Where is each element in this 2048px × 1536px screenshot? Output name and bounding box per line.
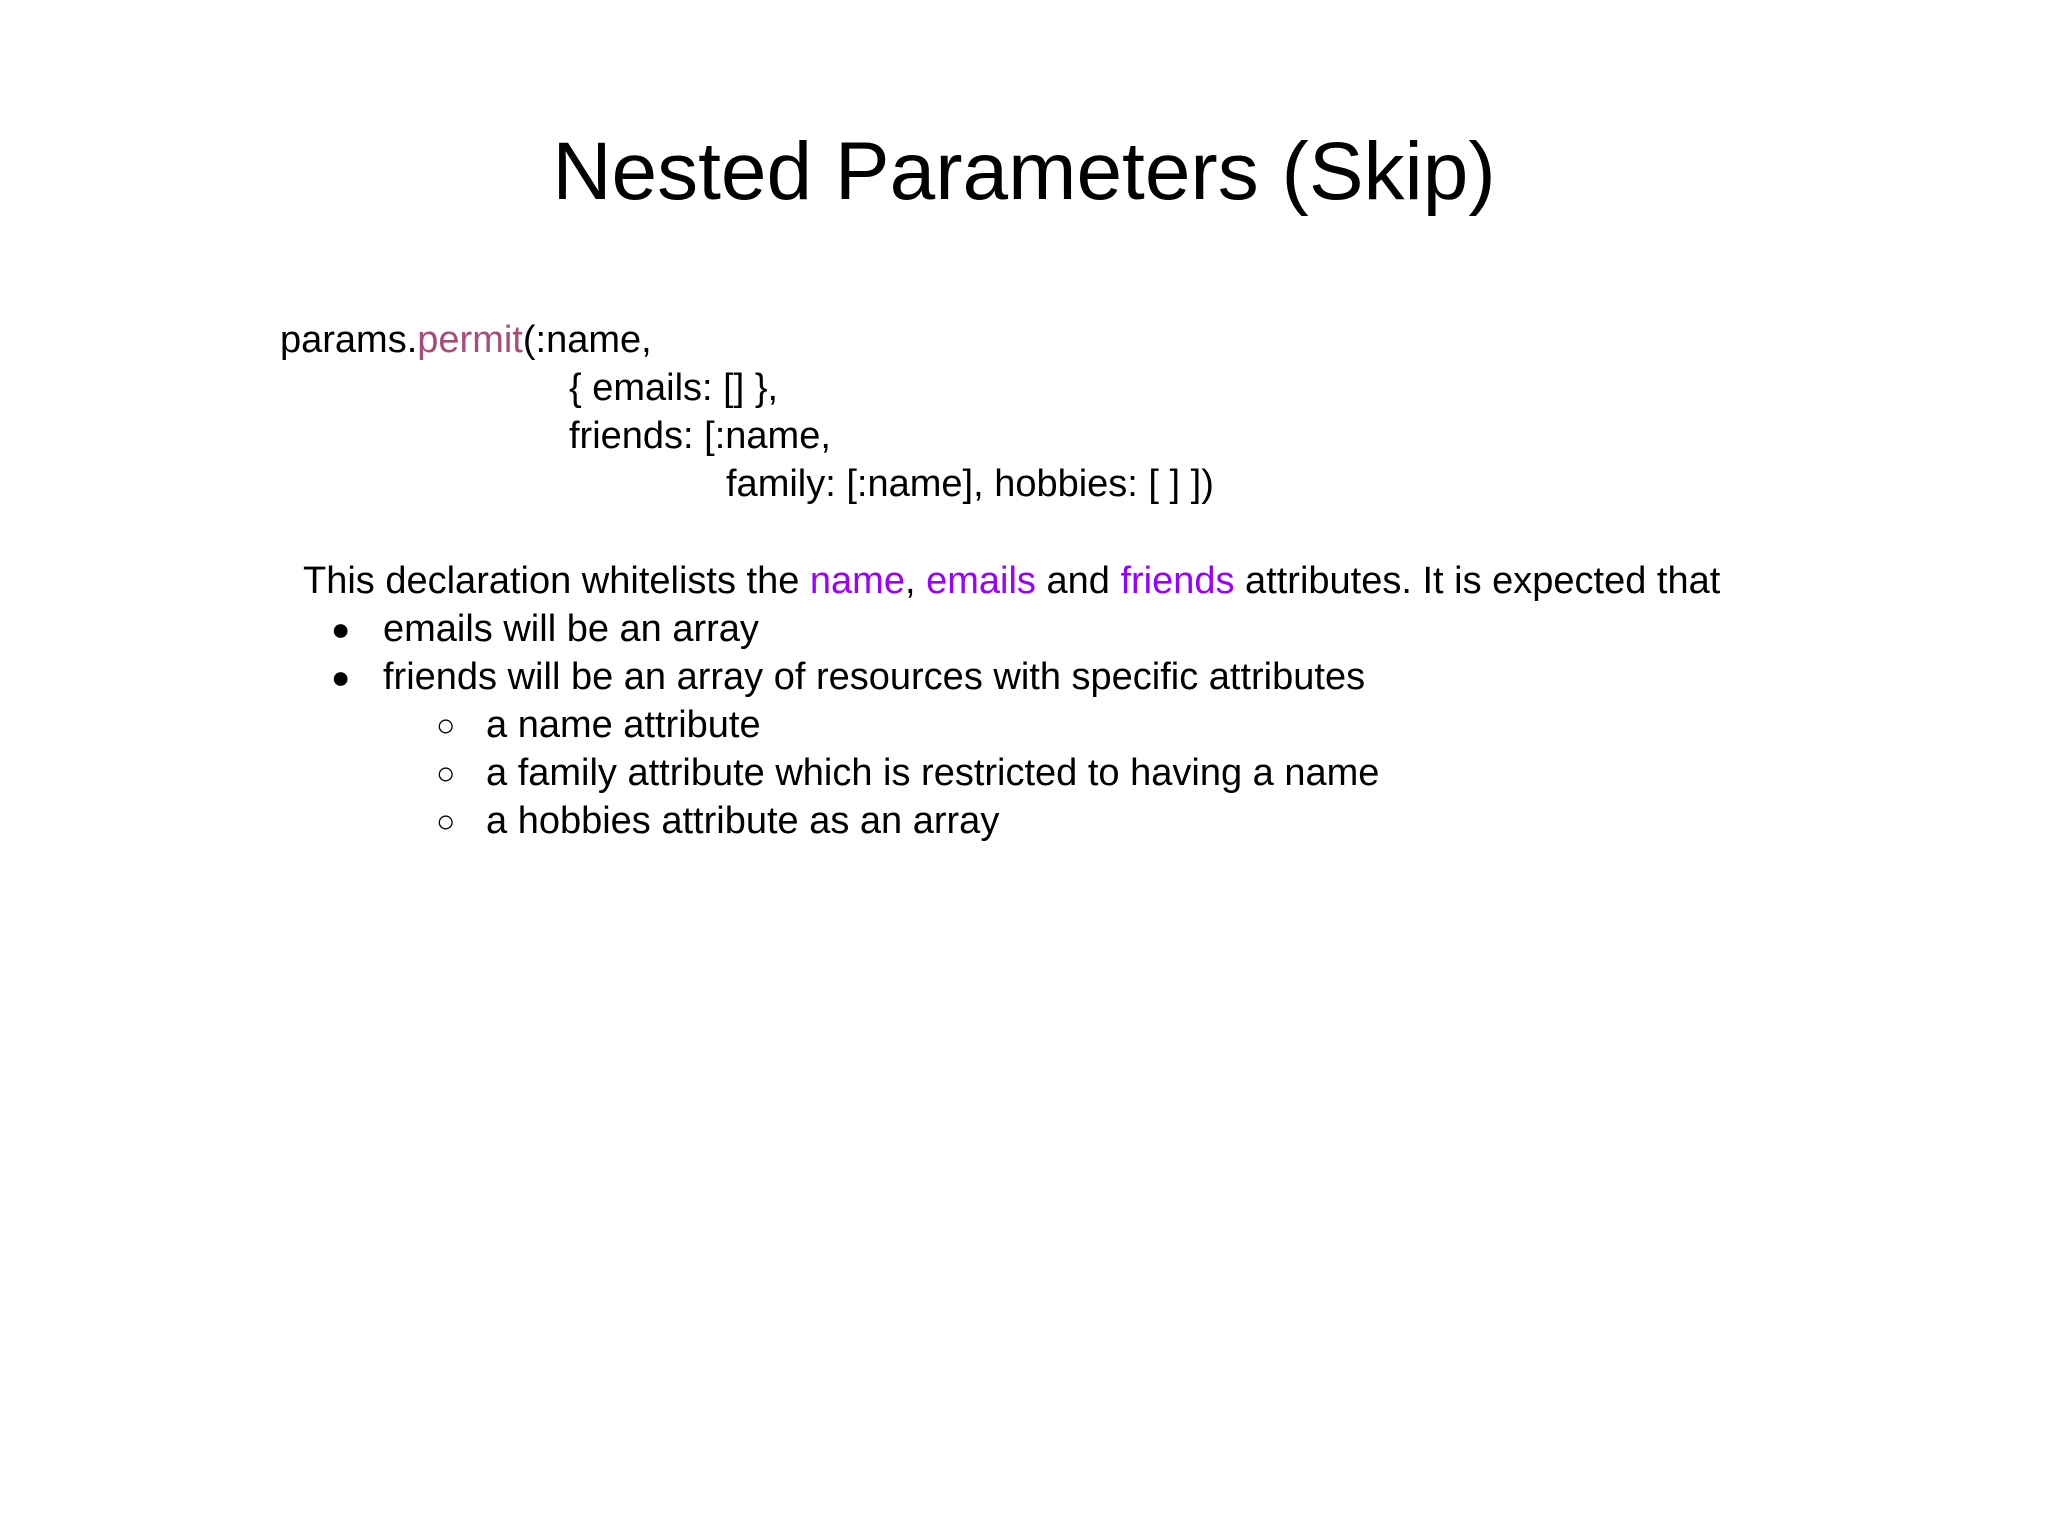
para-text-2: ,	[904, 560, 927, 602]
description-paragraph	[303, 557, 1720, 605]
bullet-dot-icon: ●	[331, 659, 351, 695]
bullet-item	[331, 605, 759, 653]
code-line-3: friends: [:name,	[569, 415, 831, 457]
code-line-4: family: [:name], hobbies: [ ] ])	[726, 463, 1214, 505]
bullet-circle-icon: ○	[436, 803, 456, 839]
keyword-name: name	[809, 560, 905, 602]
para-text-4: attributes. It is expected that	[1234, 560, 1721, 602]
sub-bullet-text: a hobbies attribute as an array	[486, 800, 1000, 842]
code-line-1	[280, 316, 652, 364]
bullet-circle-icon: ○	[436, 707, 456, 743]
keyword-friends: friends	[1120, 560, 1235, 602]
sub-bullet-item	[436, 701, 761, 749]
para-text-3: and	[1035, 560, 1121, 602]
bullet-text: emails will be an array	[383, 608, 759, 650]
code-permit-method: permit	[417, 319, 523, 361]
bullet-dot-icon: ●	[331, 611, 351, 647]
code-params: params.	[280, 319, 418, 361]
sub-bullet-text: a family attribute which is restricted to having a name	[486, 752, 1380, 794]
code-line-2: { emails: [] },	[569, 367, 779, 409]
slide-title: Nested Parameters (Skip)	[552, 126, 1496, 217]
sub-bullet-item	[436, 797, 1000, 845]
bullet-item	[331, 653, 1366, 701]
bullet-circle-icon: ○	[436, 755, 456, 791]
para-text-1: This declaration whitelists the	[303, 560, 810, 602]
bullet-text: friends will be an array of resources with specific attributes	[383, 656, 1366, 698]
sub-bullet-text: a name attribute	[486, 704, 761, 746]
code-args-start: (:name,	[522, 319, 652, 361]
sub-bullet-item	[436, 749, 1380, 797]
keyword-emails: emails	[926, 560, 1036, 602]
